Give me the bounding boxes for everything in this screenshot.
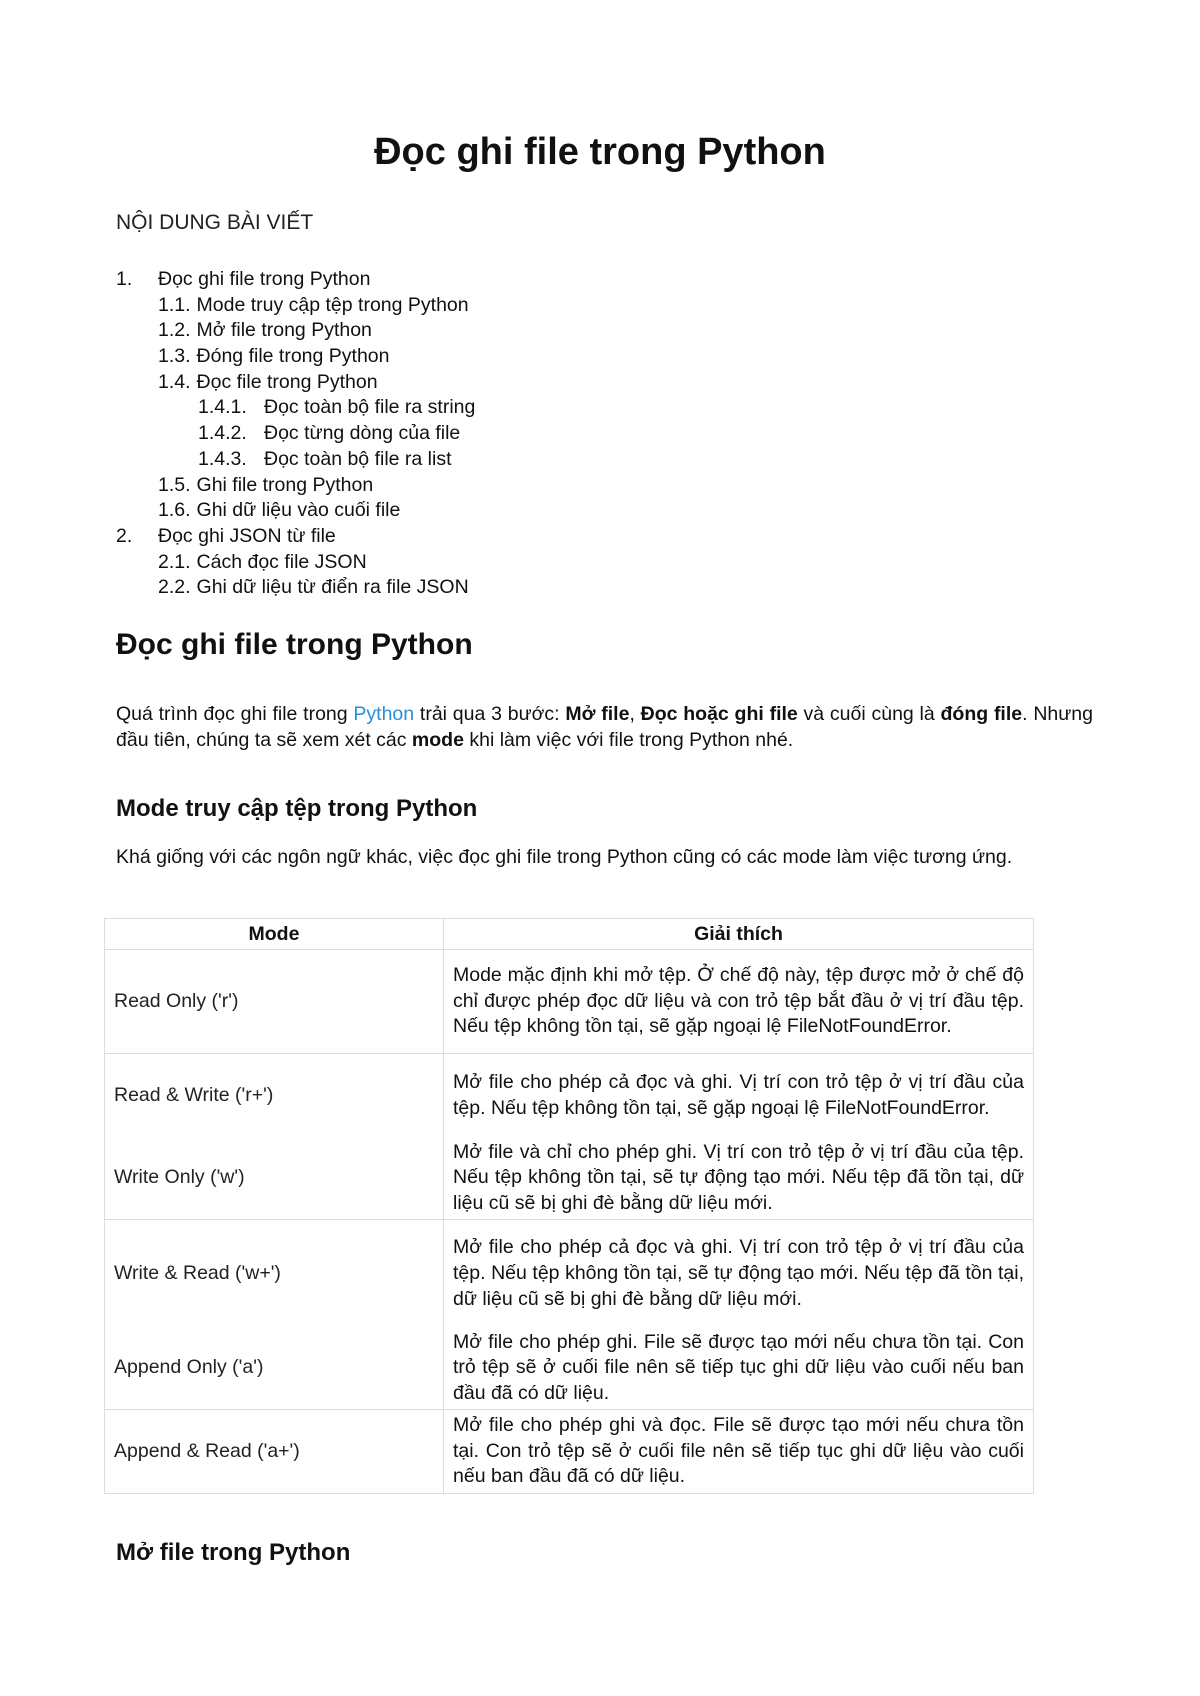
toc-item-number: 1.4.2. — [198, 422, 247, 445]
table-header-mode: Mode — [105, 919, 444, 950]
table-header-description: Giải thích — [444, 919, 1034, 950]
mode-intro-paragraph: Khá giống với các ngôn ngữ khác, việc đọc ghi file trong Python cũng có các mode làm việc tương ứng. — [116, 846, 1013, 868]
toc-item-number: 1.4.3. — [198, 447, 247, 470]
description-cell: Mở file cho phép ghi và đọc. File sẽ được tạo mới nếu chưa tồn tại. Con trỏ tệp sẽ ở cuối file nên sẽ tiếp tục ghi dữ liệu vào cuối nếu ban đầu đã có dữ liệu. — [444, 1410, 1034, 1494]
toc-item[interactable] — [116, 498, 716, 524]
mode-cell: Write & Read ('w+') — [105, 1220, 444, 1328]
toc-item[interactable] — [116, 395, 716, 421]
toc-item[interactable] — [116, 318, 716, 344]
toc-item-label[interactable]: Ghi dữ liệu từ điển ra file JSON — [196, 576, 469, 599]
toc-heading: NỘI DUNG BÀI VIẾT — [116, 211, 314, 234]
document-title: Đọc ghi file trong Python — [374, 131, 826, 173]
table-row — [105, 1138, 1034, 1220]
table-row — [105, 1328, 1034, 1410]
description-cell: Mở file cho phép cả đọc và ghi. Vị trí con trỏ tệp ở vị trí đầu của tệp. Nếu tệp không tồn tại, sẽ tự động tạo mới. Nếu tệp đã tồn tại, dữ liệu cũ sẽ bị ghi đè bằng dữ liệu mới. — [444, 1220, 1034, 1328]
toc-item[interactable] — [116, 267, 716, 293]
toc-item-label[interactable]: Đọc ghi JSON từ file — [158, 524, 336, 547]
toc-item-number: 1.6. — [158, 499, 191, 522]
table-row — [105, 1410, 1034, 1494]
toc-item-number: 1.4. — [158, 370, 191, 393]
toc-item-label[interactable]: Đọc toàn bộ file ra string — [264, 396, 476, 419]
python-link[interactable]: Python — [353, 703, 415, 725]
intro-bold-text: Đọc hoặc ghi file — [640, 703, 798, 725]
toc-item-label[interactable]: Đọc toàn bộ file ra list — [264, 447, 452, 470]
toc-item[interactable] — [116, 370, 716, 396]
toc-item-label[interactable]: Đọc từng dòng của file — [264, 422, 461, 445]
table-header-row — [105, 919, 1034, 950]
intro-bold-text: mode — [411, 729, 464, 751]
intro-text: khi làm việc với file trong Python nhé. — [463, 729, 794, 751]
toc-item-label[interactable]: Cách đọc file JSON — [196, 550, 367, 573]
toc-item-number: 2.1. — [158, 550, 191, 573]
toc-item-number: 1.5. — [158, 473, 191, 496]
description-cell: Mở file cho phép cả đọc và ghi. Vị trí con trỏ tệp ở vị trí đầu của tệp. Nếu tệp không tồn tại, sẽ gặp ngoại lệ FileNotFoundError. — [444, 1054, 1034, 1138]
mode-cell: Read & Write ('r+') — [105, 1054, 444, 1138]
table-row — [105, 1054, 1034, 1138]
intro-text: trải qua 3 bước: — [414, 703, 566, 725]
toc-item-number: 1. — [116, 268, 133, 290]
toc-item[interactable] — [116, 447, 716, 473]
toc-item-number: 2. — [116, 524, 133, 547]
toc-item[interactable] — [116, 293, 716, 319]
toc-item-label[interactable]: Mode truy cập tệp trong Python — [196, 293, 469, 316]
toc-item-label[interactable]: Đóng file trong Python — [196, 345, 390, 368]
toc-item-label[interactable]: Mở file trong Python — [196, 319, 372, 342]
toc-item[interactable] — [116, 575, 716, 601]
mode-cell: Write Only ('w') — [105, 1138, 444, 1220]
description-cell: Mode mặc định khi mở tệp. Ở chế độ này, tệp được mở ở chế độ chỉ được phép đọc dữ liệu và con trỏ tệp bắt đầu ở vị trí đầu tệp. Nếu tệp không tồn tại, sẽ gặp ngoại lệ FileNotFoundError. — [444, 950, 1034, 1054]
toc-item-label[interactable]: Đọc file trong Python — [196, 370, 378, 393]
toc-item-number: 1.4.1. — [198, 396, 247, 419]
description-cell: Mở file cho phép ghi. File sẽ được tạo mới nếu chưa tồn tại. Con trỏ tệp sẽ ở cuối file nên sẽ tiếp tục ghi dữ liệu vào cuối nếu ban đầu đã có dữ liệu. — [444, 1328, 1034, 1410]
mode-cell: Append Only ('a') — [105, 1328, 444, 1410]
open-file-section-heading: Mở file trong Python — [116, 1539, 351, 1566]
mode-section-heading: Mode truy cập tệp trong Python — [116, 795, 478, 822]
table-row — [105, 1220, 1034, 1328]
toc-item[interactable] — [116, 524, 716, 550]
toc-item-number: 1.2. — [158, 319, 191, 342]
mode-cell: Append & Read ('a+') — [105, 1410, 444, 1494]
table-of-contents — [116, 267, 716, 601]
toc-item[interactable] — [116, 550, 716, 576]
intro-bold-text: Mở file — [565, 703, 630, 725]
description-cell: Mở file và chỉ cho phép ghi. Vị trí con trỏ tệp ở vị trí đầu của tệp. Nếu tệp không tồn tại, sẽ tự động tạo mới. Nếu tệp đã tồn tại, dữ liệu cũ sẽ bị ghi đè bằng dữ liệu mới. — [444, 1138, 1034, 1220]
toc-item[interactable] — [116, 421, 716, 447]
intro-text: và cuối cùng là — [797, 703, 941, 725]
toc-item-label[interactable]: Đọc ghi file trong Python — [158, 268, 371, 290]
toc-item-label[interactable]: Ghi dữ liệu vào cuối file — [196, 499, 401, 522]
toc-item-label[interactable]: Ghi file trong Python — [196, 473, 374, 496]
table-row — [105, 950, 1034, 1054]
intro-bold-text: đóng file — [940, 703, 1023, 725]
toc-item[interactable] — [116, 473, 716, 499]
toc-item-number: 1.1. — [158, 293, 191, 316]
section-heading: Đọc ghi file trong Python — [116, 628, 473, 661]
toc-item-number: 2.2. — [158, 576, 191, 599]
toc-item[interactable] — [116, 344, 716, 370]
intro-paragraph — [116, 701, 1093, 753]
mode-cell: Read Only ('r') — [105, 950, 444, 1054]
intro-text: Quá trình đọc ghi file trong — [116, 703, 354, 725]
toc-item-number: 1.3. — [158, 345, 191, 368]
intro-text: , — [629, 703, 641, 725]
mode-table — [104, 918, 1034, 1494]
intro-text: . Nhưng đầu tiên, chúng ta sẽ xem xét các — [116, 703, 1093, 751]
